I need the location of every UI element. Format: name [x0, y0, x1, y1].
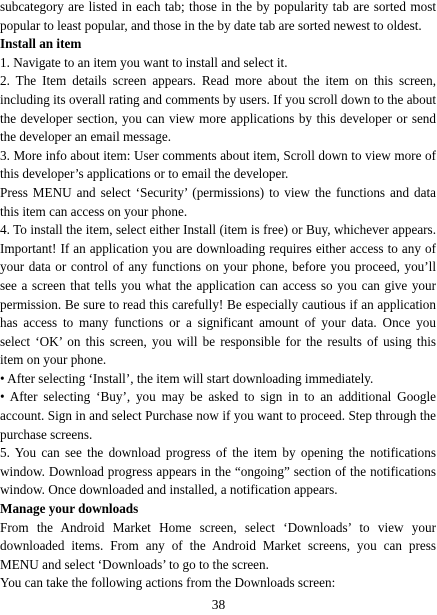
step-3-more-info: 3. More info about item: User comments about item, Scroll down to view more of this developer’s applications or to email the developer. — [0, 147, 436, 182]
step-4-install-or-buy: 4. To install the item, select either Install (item is free) or Buy, whichever appears. Important! If an application you are downloading requires either access to any of your data or control of any functions on your phone, before you proceed, you’ll see a screen that tells you what the application can access so you can give your permission. Be sure to read this carefully! Be especially cautious if an application has access to many functions or a significant amount of your data. Once you select ‘OK’ on this screen, you will be responsible for the results of using this item on your phone. — [0, 222, 436, 368]
paragraph-downloads-actions: You can take the following actions from the Downloads screen: — [0, 575, 336, 591]
bullet-after-install: • After selecting ‘Install’, the item will start downloading immediately. — [0, 370, 374, 386]
heading-manage-your-downloads: Manage your downloads — [0, 501, 139, 517]
step-5-download-progress: 5. You can see the download progress of the item by opening the notifications window. Download progress appears in the “ongoing” section of the notifications window. Once downloaded and installed, a notification appears. — [0, 445, 436, 498]
paragraph-security-permissions: Press MENU and select ‘Security’ (permissions) to view the functions and data this item can access on your phone. — [0, 184, 436, 219]
heading-install-an-item: Install an item — [0, 36, 82, 52]
page-number: 38 — [211, 597, 226, 612]
step-2-item-details: 2. The Item details screen appears. Read more about the item on this screen, including its overall rating and comments by users. If you scroll down to the about the developer section, you can view more applications by this developer or send the developer an email message. — [0, 73, 436, 145]
bullet-after-buy: • After selecting ‘Buy’, you may be asked to sign in to an additional Google account. Sign in and select Purchase now if you want to proceed. Step through the purchase screens. — [0, 389, 436, 442]
paragraph-subcategory-sorting: subcategory are listed in each tab; those in the by popularity tab are sorted most popular to least popular, and those in the by date tab are sorted newest to oldest. — [0, 0, 436, 33]
step-1-navigate: 1. Navigate to an item you want to install and select it. — [0, 54, 288, 70]
paragraph-downloads-screen: From the Android Market Home screen, select ‘Downloads’ to view your downloaded items. From any of the Android Market screens, you can press MENU and select ‘Downloads’ to go to the screen. — [0, 519, 436, 572]
